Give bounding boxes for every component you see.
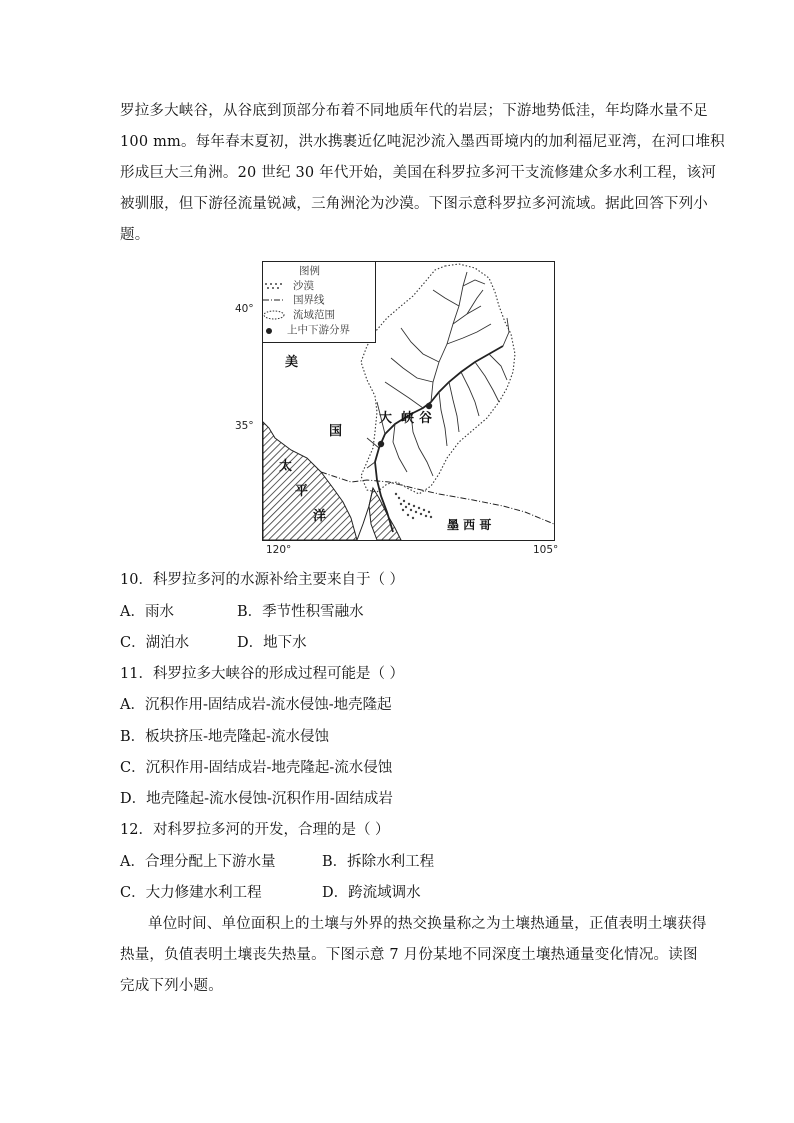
legend-basin: 流域范围 xyxy=(293,309,335,321)
question-12-option-a: A．合理分配上下游水量 xyxy=(120,854,276,870)
division-point-lower xyxy=(378,441,384,447)
desert-symbol-icon xyxy=(263,281,285,291)
label-canyon-2: 峡 xyxy=(401,411,415,426)
outro-line: 完成下列小题。 xyxy=(120,978,223,994)
label-canyon-3: 谷 xyxy=(419,411,433,426)
legend-border: 国界线 xyxy=(293,294,325,306)
lon-120-label: 120° xyxy=(266,544,292,556)
intro-paragraph xyxy=(120,96,725,251)
lon-105-label: 105° xyxy=(533,544,559,556)
label-usa-2: 国 xyxy=(329,424,343,439)
outro-line: 单位时间、单位面积上的土壤与外界的热交换量称之为土壤热通量，正值表明土壤获得 xyxy=(148,916,707,932)
label-pacific-2: 平 xyxy=(295,484,309,499)
intro-line: 罗拉多大峡谷，从谷底到顶部分布着不同地质年代的岩层；下游地势低洼，年均降水量不足 xyxy=(120,103,708,119)
border-line-icon xyxy=(263,297,285,303)
intro-line: 100 mm。每年春末夏初，洪水携裹近亿吨泥沙流入墨西哥境内的加利福尼亚湾，在河口堆积 xyxy=(120,134,725,150)
map-legend xyxy=(263,262,376,343)
question-10-option-c: C．湖泊水 xyxy=(120,635,190,651)
label-pacific-1: 太 xyxy=(279,459,293,474)
intro-line: 题。 xyxy=(120,227,150,243)
intro-line: 被驯服，但下游径流量锐减，三角洲沦为沙漠。下图示意科罗拉多河流域。据此回答下列小 xyxy=(120,196,708,212)
legend-title: 图例 xyxy=(299,265,320,277)
question-12-option-b: B．拆除水利工程 xyxy=(322,854,435,870)
question-11-option-c: C．沉积作用-固结成岩-地壳隆起-流水侵蚀 xyxy=(120,760,393,776)
outro-paragraph xyxy=(120,909,707,1002)
intro-line: 形成巨大三角洲。20 世纪 30 年代开始，美国在科罗拉多河干支流修建众多水利工程，该河 xyxy=(120,165,717,181)
question-12-option-c: C．大力修建水利工程 xyxy=(120,885,262,901)
question-10-option-b: B．季节性积雪融水 xyxy=(237,604,364,620)
question-10-option-d: D．地下水 xyxy=(237,635,307,651)
question-11-option-b: B．板块挤压-地壳隆起-流水侵蚀 xyxy=(120,729,329,745)
lat-35-label: 35° xyxy=(235,420,254,432)
label-usa-1: 美 xyxy=(285,355,299,370)
question-10-stem: 10．科罗拉多河的水源补给主要来自于（ ） xyxy=(120,572,405,588)
label-canyon-1: 大 xyxy=(379,411,393,426)
question-11-stem: 11．科罗拉多大峡谷的形成过程可能是（ ） xyxy=(120,666,405,682)
question-11-option-a: A．沉积作用-固结成岩-流水侵蚀-地壳隆起 xyxy=(120,697,392,713)
division-point-icon xyxy=(263,326,285,336)
legend-desert: 沙漠 xyxy=(293,280,314,292)
question-12-option-d: D．跨流域调水 xyxy=(322,885,421,901)
label-mexico: 墨 西 哥 xyxy=(447,518,492,532)
legend-division: 上中下游分界 xyxy=(287,324,350,336)
colorado-river-map xyxy=(262,261,555,541)
label-pacific-3: 洋 xyxy=(313,509,327,524)
question-12-stem: 12．对科罗拉多河的开发，合理的是（ ） xyxy=(120,822,390,838)
division-point-upper xyxy=(426,403,432,409)
question-11-option-d: D．地壳隆起-流水侵蚀-沉积作用-固结成岩 xyxy=(120,791,393,807)
question-10-option-a: A．雨水 xyxy=(120,604,174,620)
lat-40-label: 40° xyxy=(235,303,254,315)
basin-boundary-icon xyxy=(263,310,285,320)
outro-line: 热量，负值表明土壤丧失热量。下图示意 7 月份某地不同深度土壤热通量变化情况。读图 xyxy=(120,947,698,963)
